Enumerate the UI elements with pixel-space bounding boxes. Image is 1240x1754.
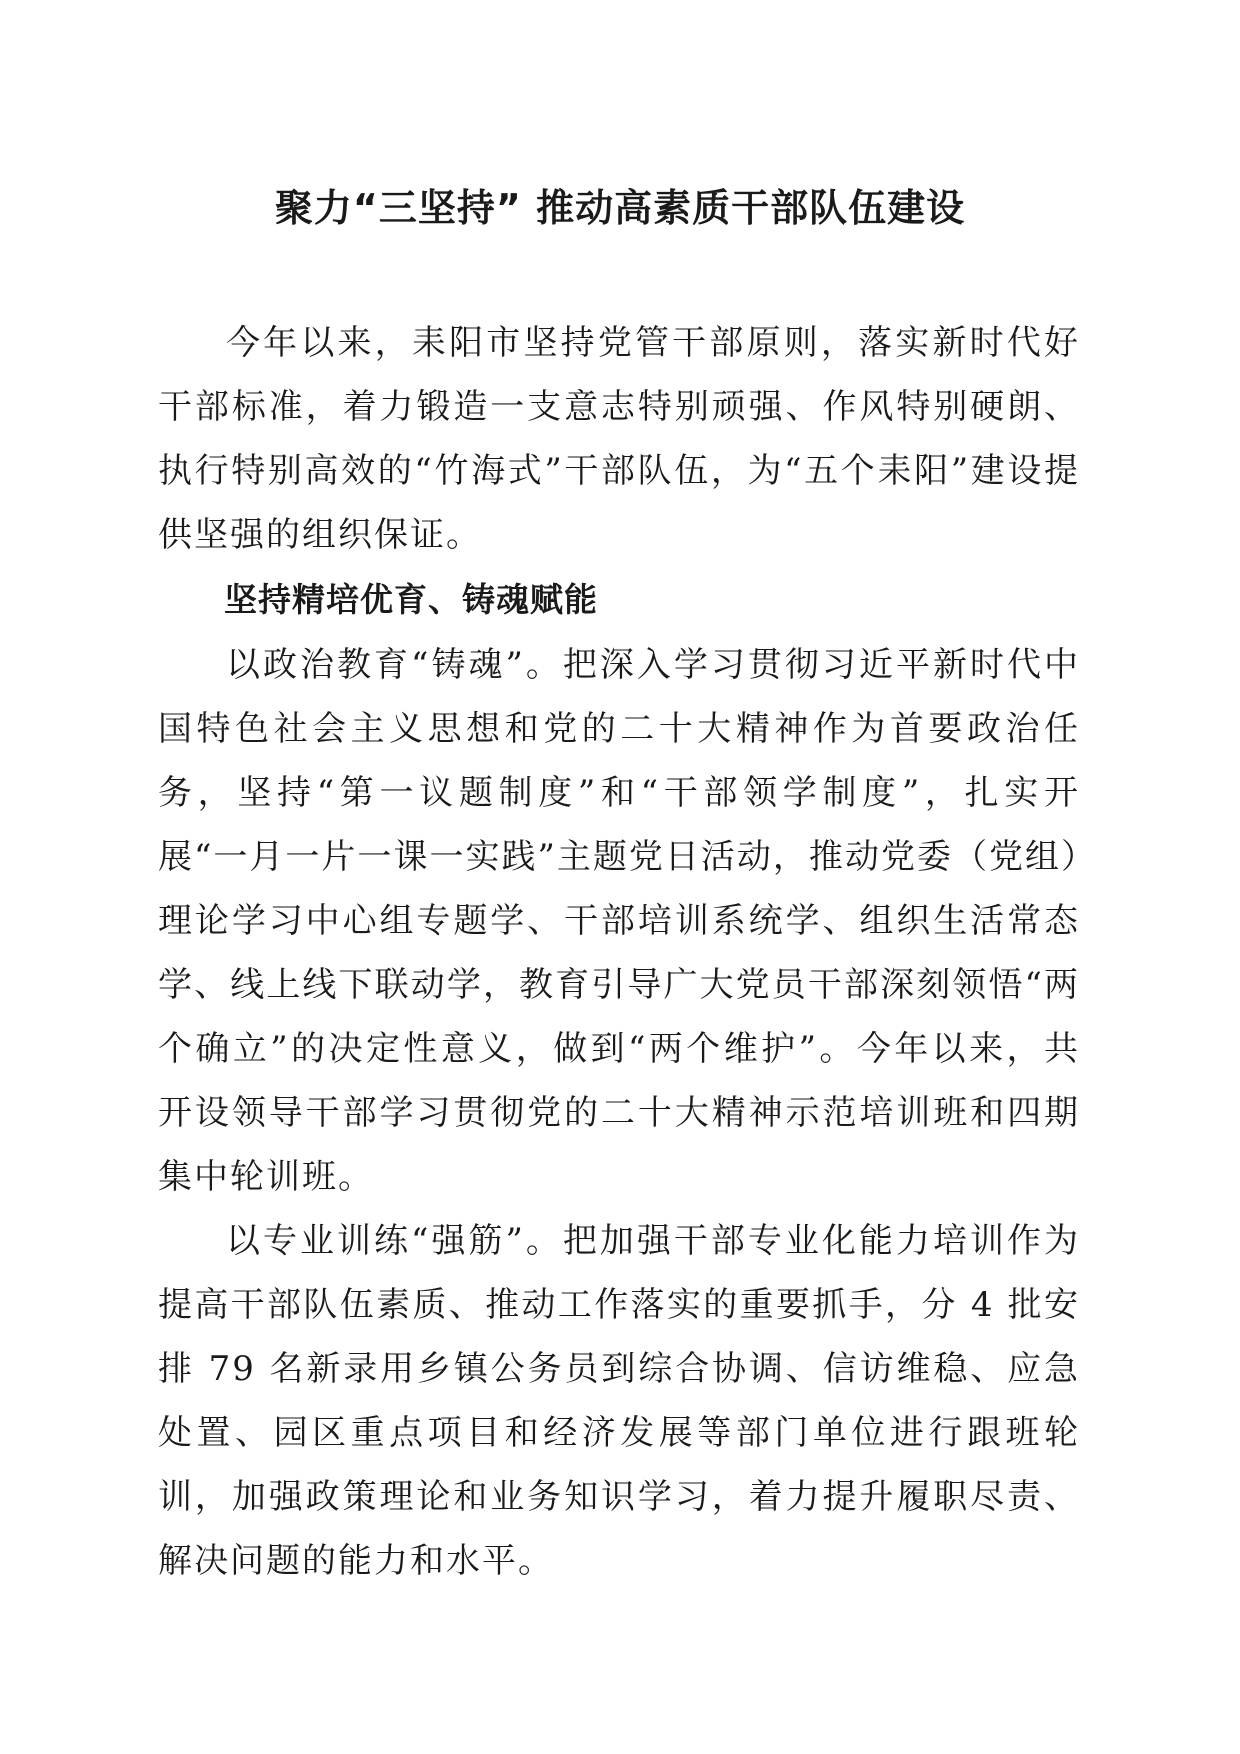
document-title: 聚力“三坚持” 推动高素质干部队伍建设	[274, 186, 966, 230]
document-body	[158, 311, 1080, 1593]
section-1	[158, 567, 1080, 1593]
intro-paragraph: 今年以来，耒阳市坚持党管干部原则，落实新时代好干部标准，着力锻造一支意志特别顽强、作风特别硬朗、执行特别高效的“竹海式”干部队伍，为“五个耒阳”建设提供坚强的组织保证。	[158, 323, 1080, 555]
section-paragraph-2: 以专业训练“强筋”。把加强干部专业化能力培训作为提高干部队伍素质、推动工作落实的重要抓手，分 4 批安排 79 名新录用乡镇公务员到综合协调、信访维稳、应急处置、园区重点项目和经济发展等部门单位进行跟班轮训，加强政策理论和业务知识学习，着力提升履职尽责、解决问题的能力和水平。	[158, 1221, 1080, 1581]
section-heading: 坚持精培优育、铸魂赋能	[224, 580, 598, 619]
section-paragraph-1: 以政治教育“铸魂”。把深入学习贯彻习近平新时代中国特色社会主义思想和党的二十大精神作为首要政治任务，坚持“第一议题制度”和“干部领学制度”，扎实开展“一月一片一课一实践”主题党日活动，推动党委（党组）理论学习中心组专题学、干部培训系统学、组织生活常态学、线上线下联动学，教育引导广大党员干部深刻领悟“两个确立”的决定性意义，做到“两个维护”。今年以来，共开设领导干部学习贯彻党的二十大精神示范培训班和四期集中轮训班。	[158, 645, 1080, 1197]
